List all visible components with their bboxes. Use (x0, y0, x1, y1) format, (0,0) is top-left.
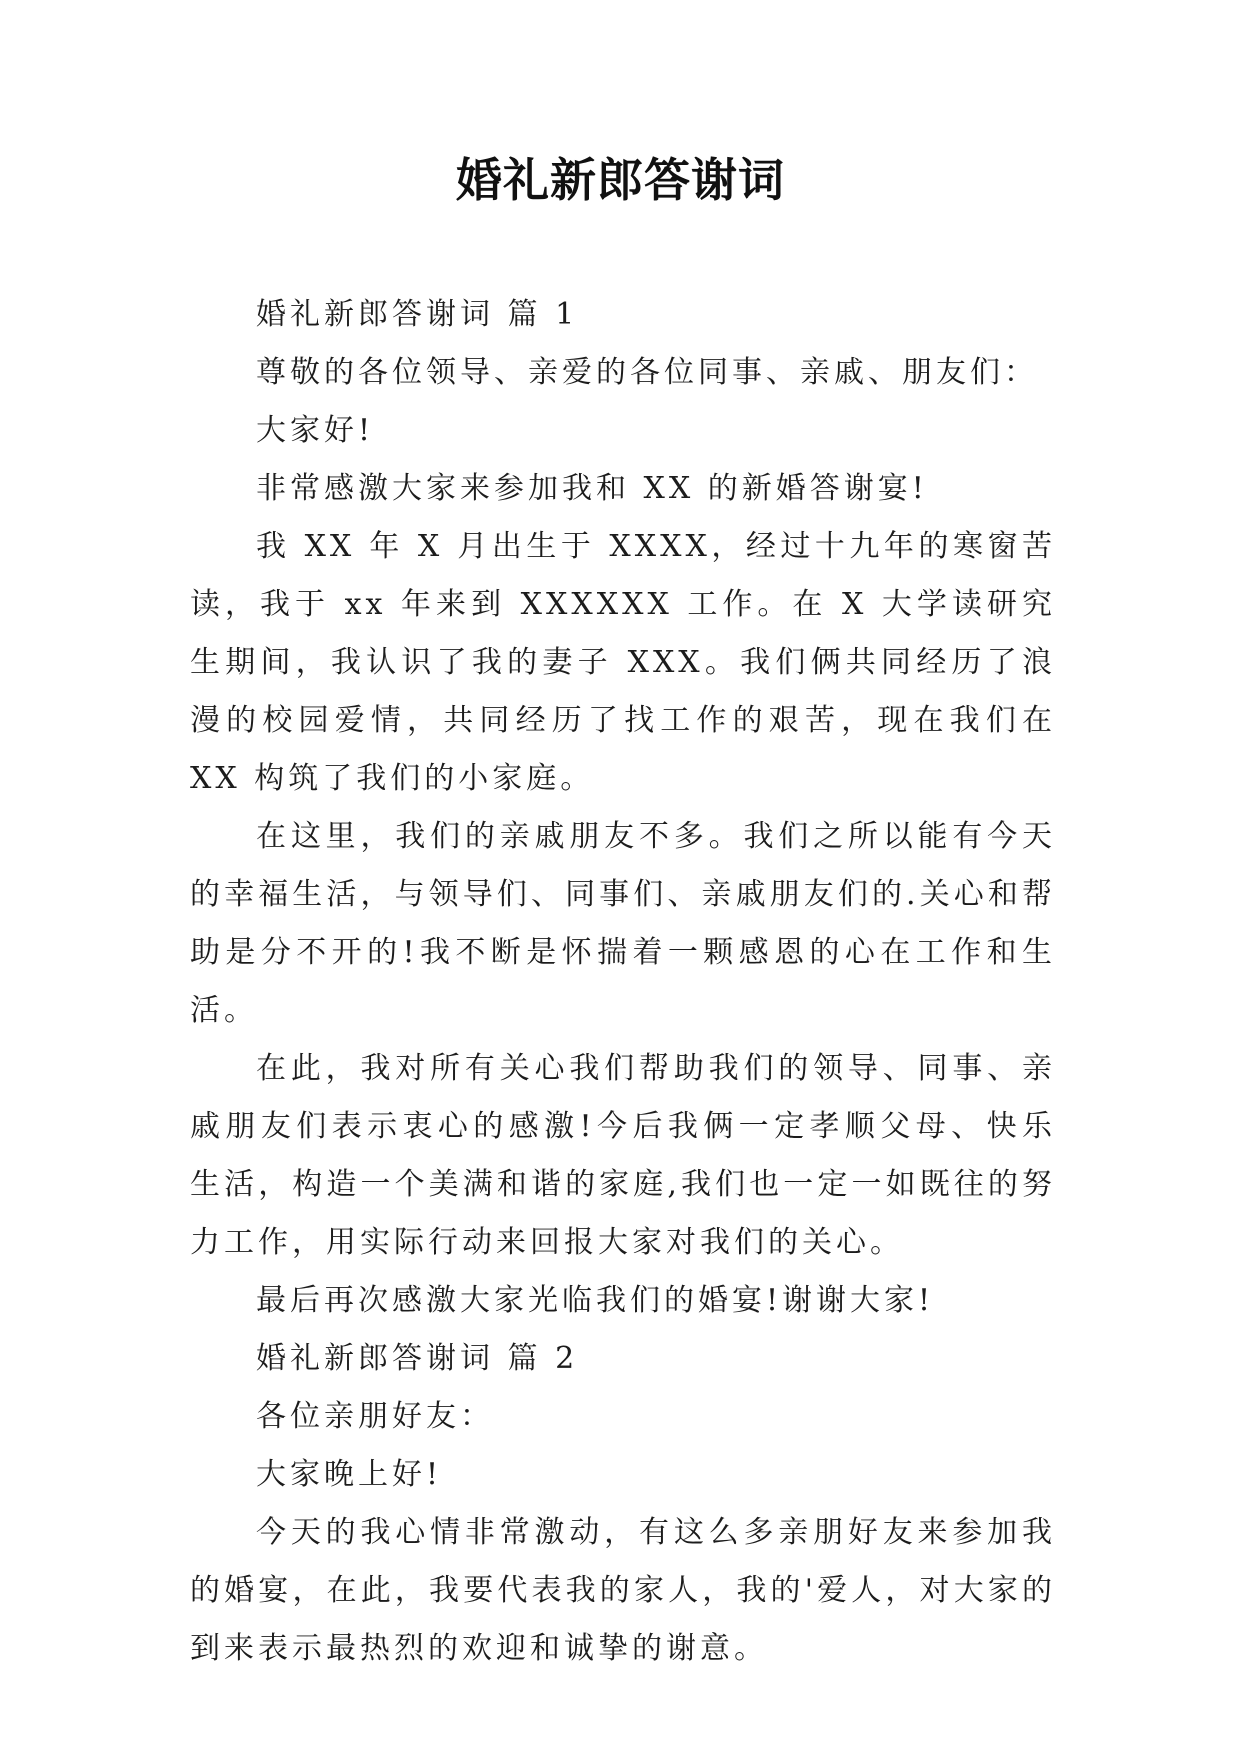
paragraph: 在这里，我们的亲戚朋友不多。我们之所以能有今天的幸福生活，与领导们、同事们、亲戚朋友们的.关心和帮助是分不开的!我不断是怀揣着一颗感恩的心在工作和生活。 (190, 819, 1056, 1028)
paragraph: 在此，我对所有关心我们帮助我们的领导、同事、亲戚朋友们表示衷心的感激!今后我俩一定孝顺父母、快乐生活，构造一个美满和谐的家庭,我们也一定一如既往的努力工作，用实际行动来回报大家对我们的关心。 (190, 1051, 1056, 1260)
paragraph: 我 XX 年 X 月出生于 XXXX，经过十九年的寒窗苦读，我于 xx 年来到 XXXXXX 工作。在 X 大学读研究生期间，我认识了我的妻子 XXX。我们俩共同经历了浪漫的校园爱情，共同经历了找工作的艰苦，现在我们在 XX 构筑了我们的小家庭。 (190, 529, 1056, 796)
document-body (190, 286, 1056, 1678)
paragraph: 非常感激大家来参加我和 XX 的新婚答谢宴! (256, 471, 928, 506)
greeting: 大家晚上好! (256, 1457, 443, 1492)
paragraph: 今天的我心情非常激动，有这么多亲朋好友来参加我的婚宴，在此，我要代表我的家人，我的'爱人，对大家的到来表示最热烈的欢迎和诚挚的谢意。 (190, 1515, 1056, 1666)
greeting: 大家好! (256, 413, 375, 448)
paragraph: 最后再次感激大家光临我们的婚宴!谢谢大家! (256, 1283, 935, 1318)
document-title: 婚礼新郎答谢词 (456, 153, 785, 207)
salutation: 各位亲朋好友： (256, 1399, 494, 1434)
salutation: 尊敬的各位领导、亲爱的各位同事、亲戚、朋友们： (256, 355, 1038, 390)
section-heading: 婚礼新郎答谢词 篇 1 (256, 297, 579, 332)
section-heading: 婚礼新郎答谢词 篇 2 (256, 1341, 579, 1376)
